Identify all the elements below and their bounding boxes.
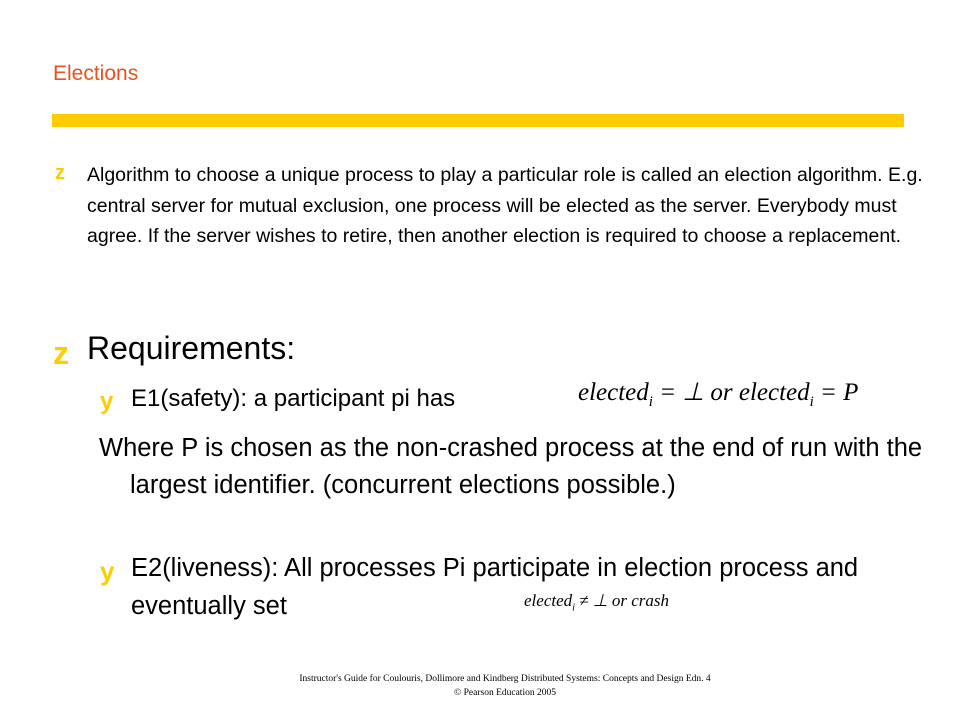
e1-safety-formula: elected$_i$ = ⊥ or elected$_i$ = P (578, 379, 859, 410)
e2-liveness-formula: elected$_i$ ≠ ⊥ or crash (524, 591, 670, 614)
e2-liveness-text: E2(liveness): All processes Pi participate in election process and eventually set (131, 554, 859, 620)
requirements-heading: Requirements: (87, 330, 296, 366)
intro-paragraph: Algorithm to choose a unique process to play a particular role is called an election algorithm. E.g. central server for mutual exclusion, one process will be elected as the server. Everybody must agree. If the server wishes to retire, then another election is required to choose a replacement. (87, 164, 923, 247)
slide-title: Elections (53, 62, 139, 85)
bullet-icon: z (53, 335, 69, 371)
sub-bullet-icon: y (100, 388, 114, 415)
slide-footer (0, 672, 960, 700)
sub-bullet-icon: y (100, 556, 115, 586)
where-paragraph: Where P is chosen as the non-crashed process at the end of run with the largest identifier. (concurrent elections possible.) (99, 434, 923, 499)
footer-copyright: © Pearson Education 2005 (454, 688, 556, 698)
footer-citation: Instructor's Guide for Coulouris, Dollimore and Kindberg Distributed Systems: Concepts and Design Edn. 4 (299, 674, 711, 684)
bullet-icon: z (55, 162, 65, 184)
title-divider (52, 114, 904, 127)
e1-safety-text: E1(safety): a participant pi has (131, 385, 456, 412)
